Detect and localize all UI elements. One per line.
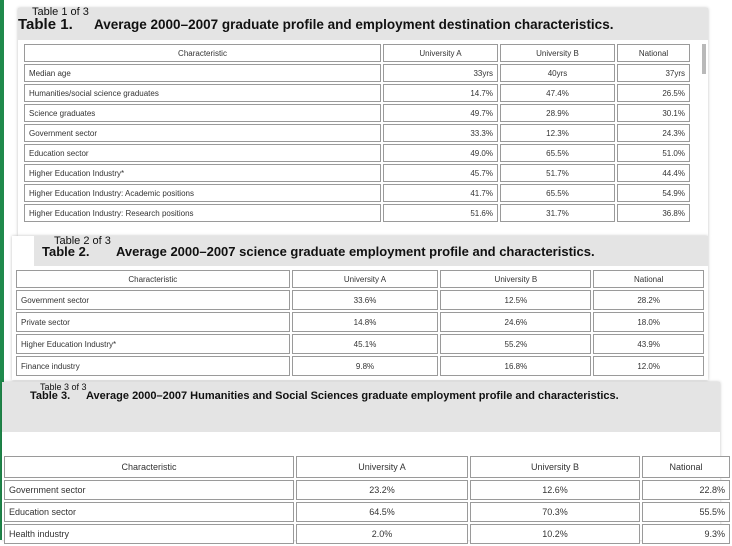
table-cell: 37yrs (617, 64, 690, 82)
table-cell: 51.6% (383, 204, 498, 222)
table2-header-university-b: University B (440, 270, 591, 288)
table-cell: 14.8% (292, 312, 439, 332)
table3-counter: Table 3 of 3 (40, 382, 87, 392)
table2-title-box (34, 236, 708, 266)
table-cell: Private sector (16, 312, 290, 332)
table1-header-characteristic: Characteristic (24, 44, 381, 62)
table-row (24, 184, 690, 202)
table-cell: 14.7% (383, 84, 498, 102)
table1-header-national: National (617, 44, 690, 62)
table-cell: 28.9% (500, 104, 615, 122)
table-cell: Government sector (16, 290, 290, 310)
table2-header-university-a: University A (292, 270, 439, 288)
table-cell: 49.0% (383, 144, 498, 162)
table-row (24, 124, 690, 142)
table-cell: Health industry (4, 524, 294, 544)
table-cell: 36.8% (617, 204, 690, 222)
table-cell: 51.7% (500, 164, 615, 182)
table1-title-box (18, 8, 708, 40)
table3-number: Table 3. (30, 390, 71, 402)
table3-header-university-b: University B (470, 456, 640, 478)
table-row (24, 104, 690, 122)
table-row (24, 164, 690, 182)
table-cell: 16.8% (440, 356, 591, 376)
table-cell: Government sector (4, 480, 294, 500)
table-cell: 12.6% (470, 480, 640, 500)
table3-header-national: National (642, 456, 730, 478)
table-row (4, 502, 730, 522)
table-cell: 65.5% (500, 184, 615, 202)
table3-header-characteristic: Characteristic (4, 456, 294, 478)
table2-wrapper (14, 268, 706, 378)
table1-header-university-b: University B (500, 44, 615, 62)
table-cell: 33.3% (383, 124, 498, 142)
table-cell: 12.0% (593, 356, 704, 376)
table-cell: 12.5% (440, 290, 591, 310)
table1 (22, 42, 692, 224)
table-cell: 24.6% (440, 312, 591, 332)
table2-header-national: National (593, 270, 704, 288)
table-row (16, 290, 704, 310)
table-cell: 43.9% (593, 334, 704, 354)
table-cell: 45.7% (383, 164, 498, 182)
table-row (24, 144, 690, 162)
table-cell: 22.8% (642, 480, 730, 500)
table-cell: 55.2% (440, 334, 591, 354)
table1-title: Average 2000–2007 graduate profile and employment destination characteristics. (94, 17, 614, 32)
table-cell: Science graduates (24, 104, 381, 122)
table2-header-characteristic: Characteristic (16, 270, 290, 288)
table-row (16, 356, 704, 376)
table-cell: 55.5% (642, 502, 730, 522)
table-row (4, 524, 730, 544)
table-cell: 49.7% (383, 104, 498, 122)
table-cell: 9.8% (292, 356, 439, 376)
table-row (16, 312, 704, 332)
table1-header-university-a: University A (383, 44, 498, 62)
table-cell: 12.3% (500, 124, 615, 142)
table-cell: 18.0% (593, 312, 704, 332)
table3-panel (2, 382, 725, 540)
table-cell: Humanities/social science graduates (24, 84, 381, 102)
table-cell: 51.0% (617, 144, 690, 162)
table-cell: 47.4% (500, 84, 615, 102)
table2-panel (12, 236, 708, 380)
table-cell: 44.4% (617, 164, 690, 182)
table-cell: 24.3% (617, 124, 690, 142)
table1-counter: Table 1 of 3 (32, 6, 89, 18)
table-cell: Higher Education Industry: Academic positions (24, 184, 381, 202)
table-row (16, 334, 704, 354)
table-cell: 9.3% (642, 524, 730, 544)
table-row (24, 204, 690, 222)
table-cell: 33yrs (383, 64, 498, 82)
table2-number: Table 2. (42, 244, 90, 259)
table-cell: 45.1% (292, 334, 439, 354)
table1-wrapper (22, 42, 685, 224)
table2-title: Average 2000–2007 science graduate employment profile and characteristics. (116, 244, 595, 259)
table-row (24, 84, 690, 102)
table-cell: Education sector (24, 144, 381, 162)
table-row (24, 64, 690, 82)
table-cell: Government sector (24, 124, 381, 142)
table-cell: 28.2% (593, 290, 704, 310)
table1-scrollbar[interactable] (702, 44, 706, 74)
table-cell: 31.7% (500, 204, 615, 222)
table-row (4, 480, 730, 500)
table-cell: Finance industry (16, 356, 290, 376)
table-cell: 65.5% (500, 144, 615, 162)
table-cell: Education sector (4, 502, 294, 522)
table-cell: Higher Education Industry: Research positions (24, 204, 381, 222)
table2-counter: Table 2 of 3 (54, 235, 111, 247)
table3-wrapper (2, 454, 725, 546)
table-cell: 41.7% (383, 184, 498, 202)
table3-title-box (2, 382, 720, 432)
table3-header-university-a: University A (296, 456, 468, 478)
table1-number: Table 1. (18, 16, 73, 33)
table3 (2, 454, 732, 546)
table-cell: 10.2% (470, 524, 640, 544)
table1-panel (18, 8, 708, 236)
table-cell: 26.5% (617, 84, 690, 102)
table-cell: 23.2% (296, 480, 468, 500)
table-cell: 33.6% (292, 290, 439, 310)
table-cell: 30.1% (617, 104, 690, 122)
table-cell: Higher Education Industry* (16, 334, 290, 354)
table-cell: 70.3% (470, 502, 640, 522)
table-cell: 2.0% (296, 524, 468, 544)
table-cell: 64.5% (296, 502, 468, 522)
table-cell: Median age (24, 64, 381, 82)
table3-title: Average 2000–2007 Humanities and Social Sciences graduate employment profile and characteristics. (86, 390, 619, 402)
table-cell: 40yrs (500, 64, 615, 82)
table2 (14, 268, 706, 378)
table-cell: 54.9% (617, 184, 690, 202)
table-cell: Higher Education Industry* (24, 164, 381, 182)
